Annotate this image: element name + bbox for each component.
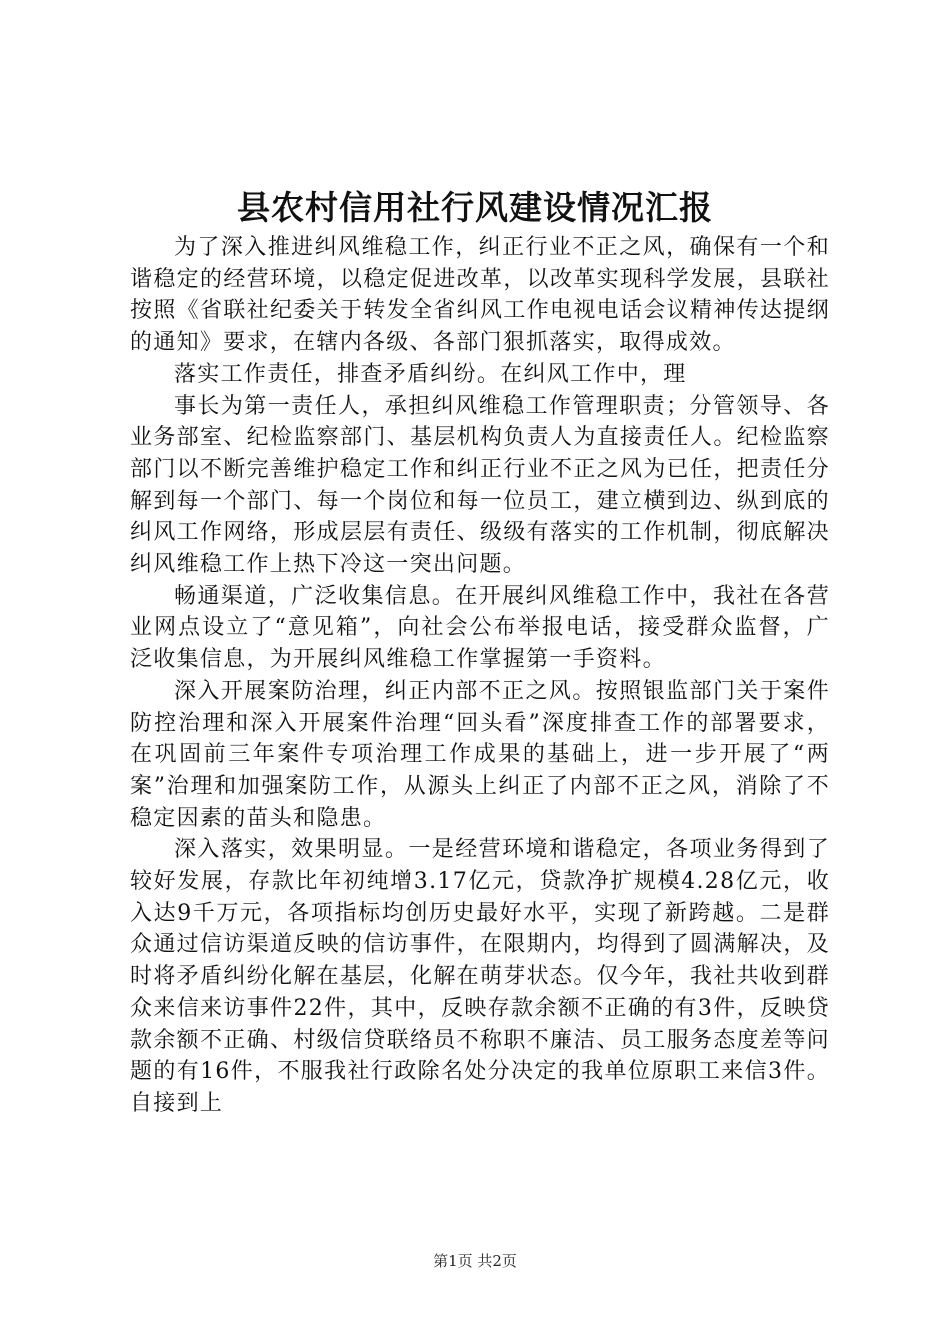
paragraph-channels: 畅通渠道，广泛收集信息。在开展纠风维稳工作中，我社在各营业网点设立了“意见箱”，向社会公布举报电话，接受群众监督，广泛收集信息，为开展纠风维稳工作掌握第一手资料。 <box>130 583 830 673</box>
document-body <box>130 232 830 1120</box>
document-title: 县农村信用社行风建设情况汇报 <box>237 188 713 227</box>
paragraph-responsibility-heading: 落实工作责任，排查矛盾纠纷。在纠风工作中，理 <box>174 361 687 387</box>
paragraph-results: 深入落实，效果明显。一是经营环境和谐稳定，各项业务得到了较好发展，存款比年初纯增3.17亿元，贷款净扩规模4.28亿元，收入达9千万元，各项指标均创历史最好水平，实现了新跨越。二是群众通过信访渠道反映的信访事件，在限期内，均得到了圆满解决，及时将矛盾纠纷化解在基层，化解在萌芽状态。仅今年，我社共收到群众来信来访事件22件，其中，反映存款余额不正确的有3件，反映贷款余额不正确、村级信贷联络员不称职不廉洁、员工服务态度差等问题的有16件，不服我社行政除名处分决定的我单位原职工来信3件。自接到上 <box>130 837 830 1116</box>
paragraph-case-prevention: 深入开展案防治理，纠正内部不正之风。按照银监部门关于案件防控治理和深入开展案件治理“回头看”深度排查工作的部署要求，在巩固前三年案件专项治理工作成果的基础上，进一步开展了“两案”治理和加强案防工作，从源头上纠正了内部不正之风，消除了不稳定因素的苗头和隐患。 <box>130 678 830 831</box>
paragraph-responsibility: 事长为第一责任人，承担纠风维稳工作管理职责；分管领导、各业务部室、纪检监察部门、基层机构负责人为直接责任人。纪检监察部门以不断完善维护稳定工作和纠正行业不正之风为已任，把责任分解到每一个部门、每一个岗位和每一位员工，建立横到边、纵到底的纠风工作网络，形成层层有责任、级级有落实的工作机制，彻底解决纠风维稳工作上热下冷这一突出问题。 <box>130 393 830 578</box>
paragraph-intro: 为了深入推进纠风维稳工作，纠正行业不正之风，确保有一个和谐稳定的经营环境，以稳定促进改革，以改革实现科学发展，县联社按照《省联社纪委关于转发全省纠风工作电视电话会议精神传达提纲的通知》要求，在辖内各级、各部门狠抓落实，取得成效。 <box>130 235 830 356</box>
page-number-footer: 第1页 共2页 <box>433 1252 517 1270</box>
